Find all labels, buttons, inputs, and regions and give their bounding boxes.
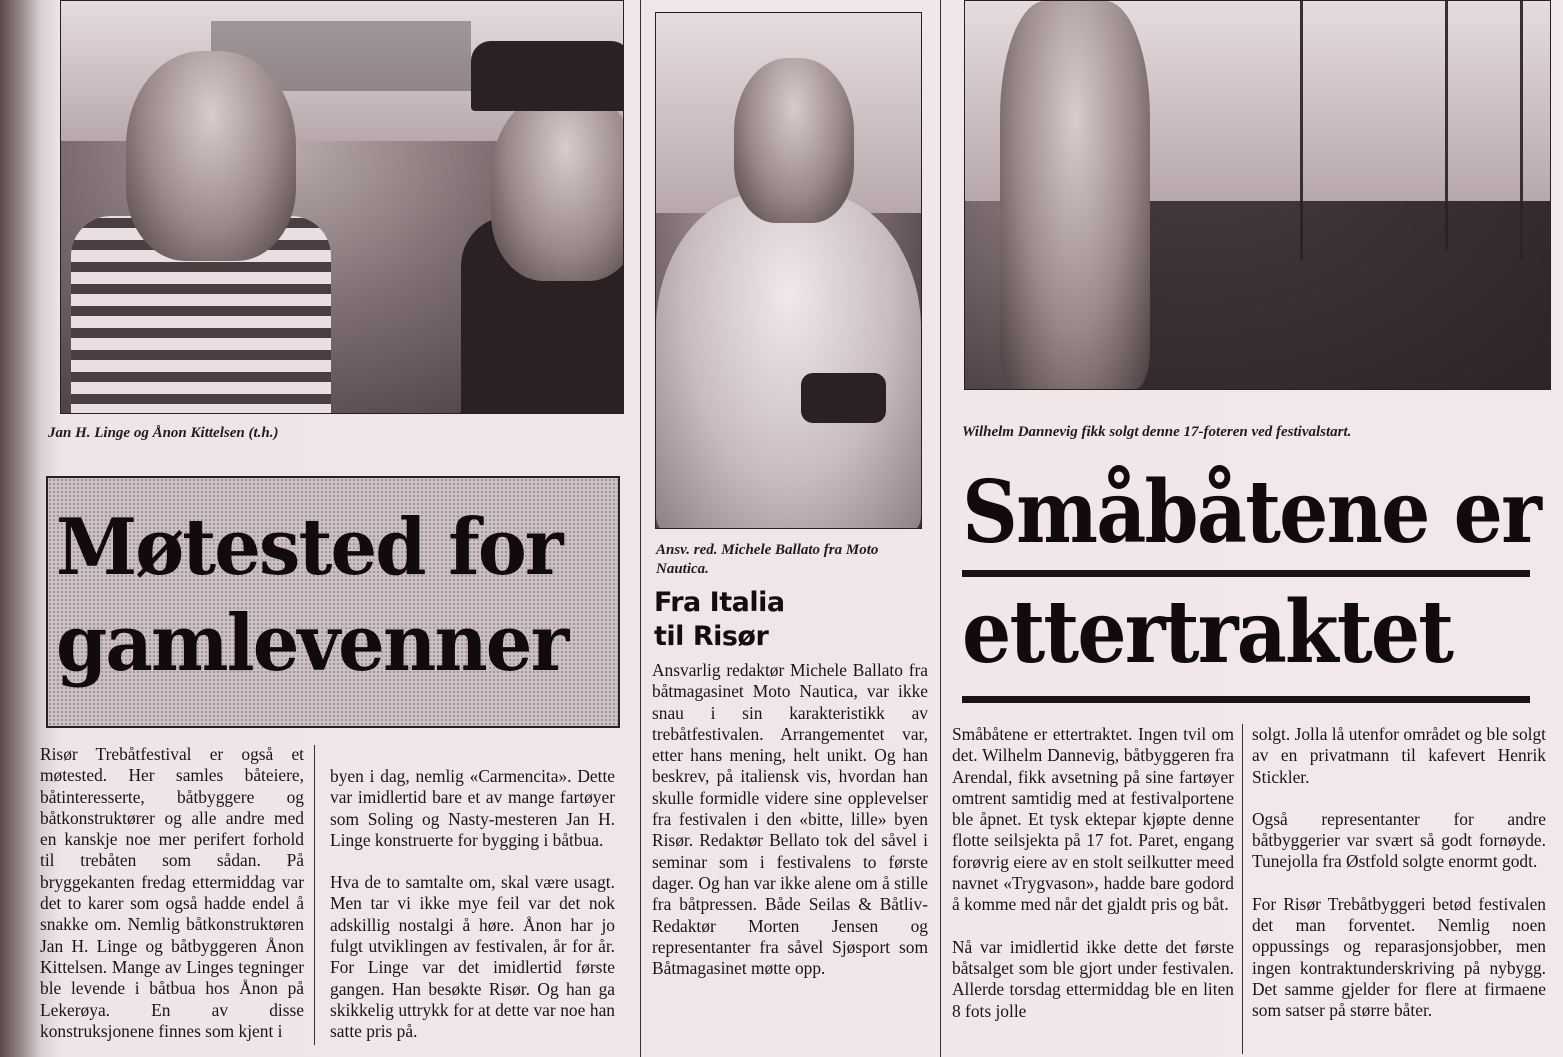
headline-smabatene-line-1: Småbåtene er xyxy=(962,462,1541,563)
caption-middle-photo: Ansv. red. Michele Ballato fra Moto Nautica. xyxy=(656,542,879,577)
headline-line-2: gamlevenner xyxy=(56,598,568,689)
headline-rule xyxy=(962,570,1530,577)
column-divider xyxy=(940,0,941,1057)
headline-motested xyxy=(56,500,582,692)
headline-smabatene-line-2: ettertraktet xyxy=(962,582,1453,683)
right-col1-p2: Nå var imidlertid ikke dette det første båtsalget som ble gjort under festivalen. Allerde torsdag ettermiddag ble en liten 8 fots jolle xyxy=(952,936,1234,1021)
column-divider xyxy=(314,745,315,1045)
photo-dannevig-boat xyxy=(964,0,1551,390)
right-article-col1 xyxy=(952,724,1234,1022)
middle-body-text: Ansvarlig redaktør Michele Ballato fra båtmagasinet Moto Nautica, var ikke snau i sin karakteristikk av trebåtfestivalen. Arrangementet var, etter hans mening, helt unikt. Og han beskrev, på italiensk vis, hvordan han skulle formidle videre sine opplevelser fra festivalen i den «bitte, lille» byen Risør. Redaktør Bellato tok del såvel i seminar som i festivalens to første dager. Og han var ikke alene om å stille fra båtpressen. Både Seilas & Båtliv-Redaktør Morten Jensen og representanter fra såvel Sjøsport som Båtmagasinet møtte opp. xyxy=(652,660,928,979)
subhead-line-2: til Risør xyxy=(654,621,769,652)
left-col1-text: Risør Trebåtfestival er også et møtested. Her samles båteiere, båtinteresserte, båtbyggere og båtkonstruktører og alle andre med en kanskje noe mer perifert forhold til trebåten som sådan. På bryggekanten fredag ettermiddag var det to karer som også hadde endel å snakke om. Nemlig båtkonstruktøren Jan H. Linge og båtbyggeren Ånon Kittelsen. Mange av Linges tegninger ble levende i båtbua hos Ånon på Lekerøya. En av disse konstruksjonene finnes som kjent i xyxy=(40,744,304,1041)
left-col2-p1: byen i dag, nemlig «Carmencita». Dette var imidlertid bare et av mange fartøyer som Soling og Nasty-mesteren Jan H. Linge konstruerte for bygging i båtbua. xyxy=(330,766,615,850)
headline-line-1: Møtested for xyxy=(56,502,562,593)
left-col2-p2: Hva de to samtalte om, skal være usagt. Men tar vi ikke mye feil var det nok adskillig nostalgi å høre. Ånon har jo fulgt utviklingen av festivalen, år for år. For Linge var det imidlertid første gangen. Han besøkte Risør. Og han ga skikkelig uttrykk for at dette var noe han satte pris på. xyxy=(330,872,615,1042)
photo-linge-kittelsen xyxy=(60,0,624,414)
left-article-col1 xyxy=(40,744,304,1042)
column-divider xyxy=(640,0,641,1057)
caption-left-photo: Jan H. Linge og Ånon Kittelsen (t.h.) xyxy=(48,425,279,441)
subhead-line-1: Fra Italia xyxy=(654,587,785,618)
headline-rule xyxy=(962,696,1530,703)
right-col2-p3: For Risør Trebåtbyggeri betød festivalen det man forventet. Nemlig noen oppussings og reparasjonsjobber, men ingen kontraktunderskriving på nybygg. Det samme gjelder for flere at firmaene som satser på større båter. xyxy=(1252,893,1546,1021)
column-divider xyxy=(1242,724,1243,1054)
subhead-fra-italia xyxy=(654,586,924,654)
middle-article-body xyxy=(652,660,928,979)
photo-ballato xyxy=(655,12,922,529)
right-col2-p1: solgt. Jolla lå utenfor området og ble solgt av en privatmann til kafevert Henrik Stickler. xyxy=(1252,724,1546,787)
right-col1-p1: Småbåtene er ettertraktet. Ingen tvil om det. Wilhelm Dannevig, båtbyggeren fra Arendal, fikk avsetning på sine fartøyer omtrent samtidig med at festivalportene ble åpnet. Et tysk ektepar kjøpte denne flotte seilsjekta på 17 fot. Paret, engang forøvrig eiere av en stolt seilkutter meed navnet «Trygvason», hadde bare godord å komme med når det gjaldt pris og båt. xyxy=(952,724,1235,915)
left-article-col2 xyxy=(330,766,615,1043)
caption-right-photo: Wilhelm Dannevig fikk solgt denne 17-foteren ved festivalstart. xyxy=(962,424,1352,440)
right-col2-p2: Også representanter for andre båtbyggerier var svært så godt fornøyde. Tunejolla fra Østfold solgte enormt godt. xyxy=(1252,808,1546,872)
right-article-col2 xyxy=(1252,724,1546,1022)
